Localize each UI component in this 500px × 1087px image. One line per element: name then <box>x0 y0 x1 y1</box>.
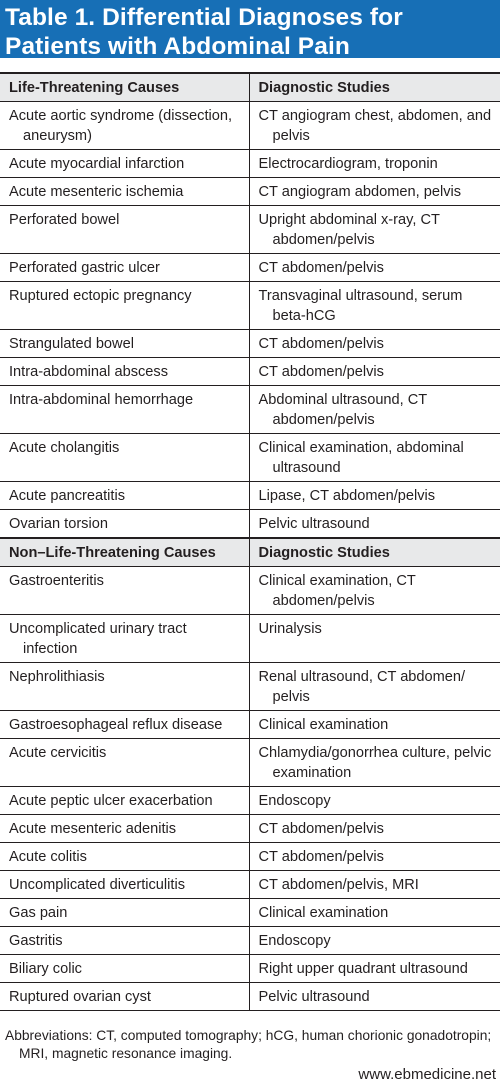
diagnosis-cell <box>0 815 249 843</box>
diagnosis-cell <box>0 482 249 510</box>
diagnosis-text: Gastroenteritis <box>9 573 104 589</box>
table-row <box>0 482 500 510</box>
diagnosis-cell <box>0 206 249 254</box>
diagnosis-cell <box>0 711 249 739</box>
diagnosis-text: Ruptured ectopic pregnancy <box>9 288 192 304</box>
diagnosis-text: Acute cervicitis <box>9 745 107 761</box>
diagnostic-study-cell <box>249 178 500 206</box>
table-row <box>0 567 500 615</box>
diagnostic-study-cell <box>249 663 500 711</box>
diagnostic-study-text: Chlamydia/gonorrhea culture, pelvic examination <box>258 745 492 781</box>
diagnosis-text: Acute peptic ulcer exacerbation <box>9 793 213 809</box>
diagnosis-cell <box>0 663 249 711</box>
diagnostic-study-text: Lipase, CT abdomen/pelvis <box>258 488 436 504</box>
table-row <box>0 983 500 1011</box>
table-body <box>0 73 500 1011</box>
table-title-line-2: Patients with Abdominal Pain <box>5 33 350 60</box>
diagnosis-text: Acute aortic syndrome (dissection, aneurysm) <box>9 108 233 144</box>
diagnostic-study-cell <box>249 615 500 663</box>
diagnosis-text: Uncomplicated diverticulitis <box>9 877 186 893</box>
diagnostic-study-cell <box>249 927 500 955</box>
table-row <box>0 815 500 843</box>
diagnosis-cell <box>0 955 249 983</box>
diagnostic-study-text: Endoscopy <box>258 933 331 949</box>
table-row <box>0 843 500 871</box>
diagnostic-study-cell <box>249 482 500 510</box>
diagnostic-study-cell <box>249 434 500 482</box>
diagnosis-text: Biliary colic <box>9 961 82 977</box>
diagnostic-study-text: Upright abdominal x-ray, CT abdomen/pelvis <box>258 212 440 248</box>
diagnostic-study-cell <box>249 358 500 386</box>
abbreviations-footnote <box>0 1027 500 1063</box>
diagnosis-cell <box>0 983 249 1011</box>
diagnosis-text: Gastroesophageal reflux disease <box>9 717 223 733</box>
studies-column-header: Diagnostic Studies <box>249 538 500 567</box>
diagnostic-study-text: CT abdomen/pelvis <box>258 364 384 380</box>
table-row <box>0 282 500 330</box>
table-row <box>0 386 500 434</box>
diagnostic-study-cell <box>249 330 500 358</box>
diagnostic-study-cell <box>249 386 500 434</box>
diagnostic-study-cell <box>249 510 500 539</box>
table-row <box>0 178 500 206</box>
diagnosis-cell <box>0 843 249 871</box>
diagnostic-study-cell <box>249 843 500 871</box>
diagnostic-study-text: CT abdomen/pelvis <box>258 336 384 352</box>
diagnostic-study-text: Clinical examination <box>258 717 389 733</box>
diagnostic-study-text: Clinical examination, CT abdomen/pelvis <box>258 573 416 609</box>
table-row <box>0 711 500 739</box>
differential-diagnoses-table <box>0 72 500 1011</box>
table-row <box>0 330 500 358</box>
diagnosis-text: Acute cholangitis <box>9 440 120 456</box>
diagnostic-study-text: CT abdomen/pelvis <box>258 849 384 865</box>
diagnostic-study-cell <box>249 899 500 927</box>
diagnosis-cell <box>0 615 249 663</box>
diagnostic-study-text: Urinalysis <box>258 621 322 637</box>
diagnostic-study-text: CT abdomen/pelvis <box>258 260 384 276</box>
table-row <box>0 254 500 282</box>
diagnostic-study-text: Right upper quadrant ultrasound <box>258 961 468 977</box>
diagnosis-cell <box>0 102 249 150</box>
diagnostic-study-text: Transvaginal ultrasound, serum beta-hCG <box>258 288 463 324</box>
diagnostic-study-text: Clinical examination, abdominal ultrasound <box>258 440 464 476</box>
table-row <box>0 434 500 482</box>
table-title-line-1: Table 1. Differential Diagnoses for <box>5 4 403 31</box>
diagnostic-study-text: Pelvic ultrasound <box>258 989 370 1005</box>
diagnosis-text: Ovarian torsion <box>9 516 108 532</box>
section-header-row <box>0 538 500 567</box>
diagnosis-cell <box>0 358 249 386</box>
table-row <box>0 899 500 927</box>
diagnostic-study-text: Abdominal ultrasound, CT abdomen/pelvis <box>258 392 427 428</box>
diagnostic-study-text: Renal ultrasound, CT abdomen/ pelvis <box>258 669 466 705</box>
diagnosis-cell <box>0 899 249 927</box>
diagnosis-cell <box>0 254 249 282</box>
diagnosis-cell <box>0 150 249 178</box>
diagnostic-study-text: CT abdomen/pelvis, MRI <box>258 877 419 893</box>
table-row <box>0 739 500 787</box>
diagnosis-text: Perforated bowel <box>9 212 120 228</box>
cause-column-header: Non–Life-Threatening Causes <box>0 538 249 567</box>
diagnostic-study-cell <box>249 983 500 1011</box>
table-row <box>0 927 500 955</box>
diagnostic-study-cell <box>249 206 500 254</box>
table-row <box>0 206 500 254</box>
table-row <box>0 615 500 663</box>
footnote-text: Abbreviations: CT, computed tomography; hCG, human chorionic gonadotropin; MRI, magnetic resonance imaging. <box>5 1028 492 1061</box>
table-row <box>0 102 500 150</box>
table-row <box>0 871 500 899</box>
diagnosis-text: Perforated gastric ulcer <box>9 260 160 276</box>
diagnosis-cell <box>0 282 249 330</box>
diagnosis-text: Uncomplicated urinary tract infection <box>9 621 187 657</box>
diagnosis-text: Intra-abdominal hemorrhage <box>9 392 194 408</box>
diagnosis-cell <box>0 927 249 955</box>
diagnosis-cell <box>0 178 249 206</box>
diagnosis-text: Intra-abdominal abscess <box>9 364 168 380</box>
diagnostic-study-text: Endoscopy <box>258 793 331 809</box>
diagnostic-study-cell <box>249 102 500 150</box>
diagnosis-cell <box>0 510 249 539</box>
diagnosis-text: Nephrolithiasis <box>9 669 105 685</box>
diagnostic-study-cell <box>249 282 500 330</box>
diagnosis-text: Acute mesenteric adenitis <box>9 821 177 837</box>
diagnosis-text: Strangulated bowel <box>9 336 134 352</box>
table-row <box>0 358 500 386</box>
diagnostic-study-cell <box>249 711 500 739</box>
diagnosis-text: Gas pain <box>9 905 68 921</box>
section-header-row <box>0 73 500 102</box>
table-row <box>0 150 500 178</box>
diagnostic-study-cell <box>249 739 500 787</box>
studies-column-header: Diagnostic Studies <box>249 73 500 102</box>
diagnosis-cell <box>0 787 249 815</box>
table-row <box>0 955 500 983</box>
diagnosis-text: Gastritis <box>9 933 63 949</box>
diagnostic-study-cell <box>249 815 500 843</box>
diagnostic-study-text: CT abdomen/pelvis <box>258 821 384 837</box>
diagnosis-text: Acute pancreatitis <box>9 488 126 504</box>
table-row <box>0 663 500 711</box>
diagnostic-study-cell <box>249 567 500 615</box>
cause-column-header: Life-Threatening Causes <box>0 73 249 102</box>
table-row <box>0 510 500 539</box>
diagnosis-text: Acute myocardial infarction <box>9 156 185 172</box>
diagnostic-study-text: Clinical examination <box>258 905 389 921</box>
diagnostic-study-cell <box>249 955 500 983</box>
diagnostic-study-text: Pelvic ultrasound <box>258 516 370 532</box>
diagnosis-text: Acute mesenteric ischemia <box>9 184 184 200</box>
diagnostic-study-cell <box>249 254 500 282</box>
source-url: www.ebmedicine.net <box>358 1066 496 1083</box>
diagnostic-study-cell <box>249 787 500 815</box>
diagnosis-cell <box>0 739 249 787</box>
table-title <box>0 0 500 58</box>
diagnosis-cell <box>0 386 249 434</box>
diagnosis-cell <box>0 871 249 899</box>
diagnostic-study-text: CT angiogram abdomen, pelvis <box>258 184 462 200</box>
diagnostic-study-cell <box>249 871 500 899</box>
diagnosis-cell <box>0 434 249 482</box>
diagnostic-study-text: Electrocardiogram, troponin <box>258 156 438 172</box>
diagnosis-text: Ruptured ovarian cyst <box>9 989 151 1005</box>
diagnostic-study-text: CT angiogram chest, abdomen, and pelvis <box>258 108 492 144</box>
diagnosis-text: Acute colitis <box>9 849 87 865</box>
table-row <box>0 787 500 815</box>
diagnostic-study-cell <box>249 150 500 178</box>
diagnosis-cell <box>0 567 249 615</box>
diagnosis-cell <box>0 330 249 358</box>
